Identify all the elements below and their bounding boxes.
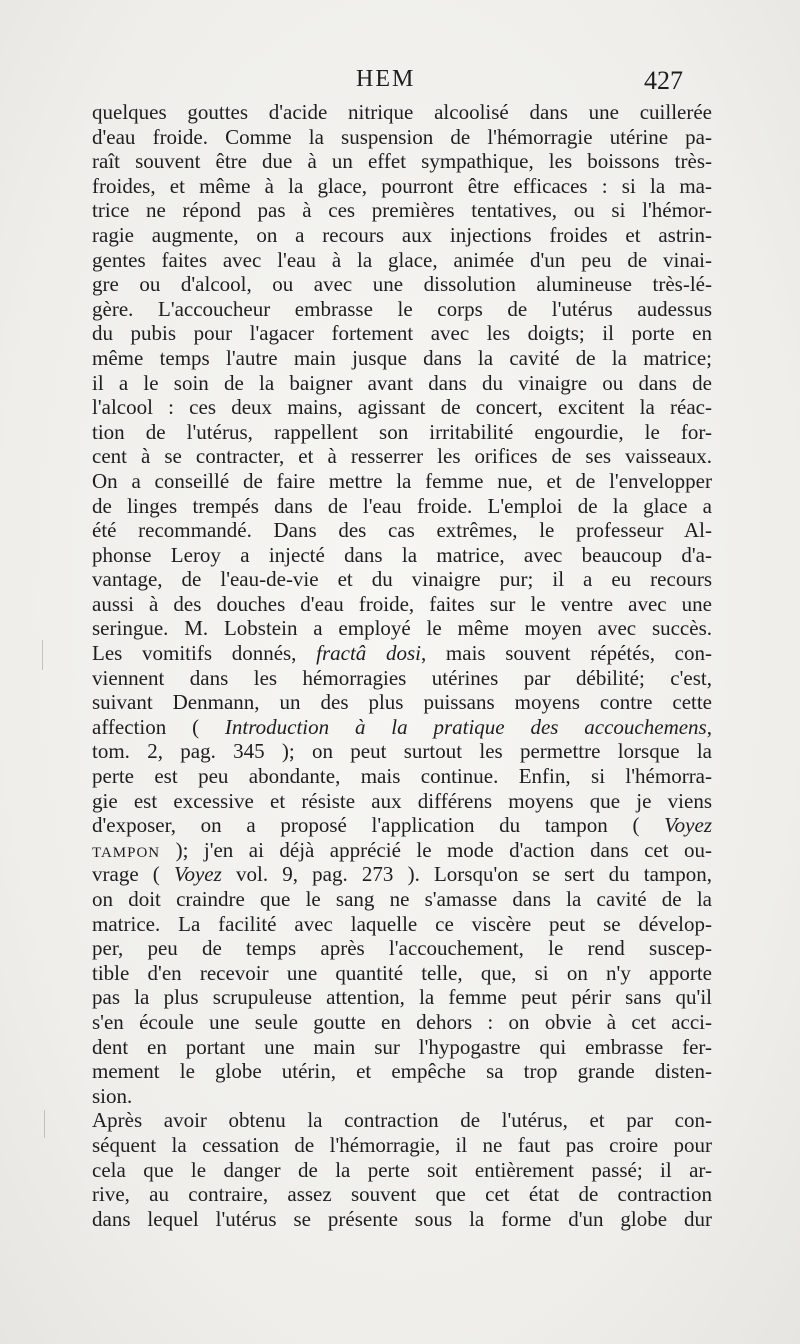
page-edge-shadow	[44, 1110, 45, 1138]
text-line: ragie augmente, on a recours aux injections froides et astrin-	[92, 222, 712, 247]
running-head: HEM	[356, 66, 416, 92]
text-line: TAMPON ); j'en ai déjà apprécié le mode d'action dans cet ou-	[92, 837, 712, 862]
page-header	[0, 66, 800, 100]
text-line: matrice. La facilité avec laquelle ce viscère peut se dévelop-	[92, 911, 712, 936]
text-line: gentes faites avec l'eau à la glace, animée d'un peu de vinai-	[92, 247, 712, 272]
text-line: cela que le danger de la perte soit entièrement passé; il ar-	[92, 1157, 712, 1182]
text-line: Les vomitifs donnés, fractâ dosi, mais souvent répétés, con-	[92, 641, 712, 666]
text-line: gie est excessive et résiste aux différens moyens que je viens	[92, 788, 712, 813]
text-line: gre ou d'alcool, ou avec une dissolution alumineuse très-lé-	[92, 272, 712, 297]
text-line: d'exposer, on a proposé l'application du tampon ( Voyez	[92, 813, 712, 838]
text-line: de linges trempés dans de l'eau froide. L'emploi de la glace a	[92, 493, 712, 518]
text-line: affection ( Introduction à la pratique des accouchemens,	[92, 714, 712, 739]
text-line: rive, au contraire, assez souvent que cet état de contraction	[92, 1182, 712, 1207]
text-line: per, peu de temps après l'accouchement, le rend suscep-	[92, 936, 712, 961]
text-line: été recommandé. Dans des cas extrêmes, le professeur Al-	[92, 518, 712, 543]
text-line: On a conseillé de faire mettre la femme nue, et de l'envelopper	[92, 468, 712, 493]
text-line: pas la plus scrupuleuse attention, la femme peut périr sans qu'il	[92, 985, 712, 1010]
page-edge-shadow	[42, 640, 43, 670]
text-line: Après avoir obtenu la contraction de l'utérus, et par con-	[92, 1108, 712, 1133]
text-line: raît souvent être due à un effet sympathique, les boissons très-	[92, 149, 712, 174]
text-line: phonse Leroy a injecté dans la matrice, avec beaucoup d'a-	[92, 542, 712, 567]
text-line: s'en écoule une seule goutte en dehors : on obvie à cet acci-	[92, 1009, 712, 1034]
text-line: dent en portant une main sur l'hypogastre qui embrasse fer-	[92, 1034, 712, 1059]
text-line: dans lequel l'utérus se présente sous la forme d'un globe dur	[92, 1206, 712, 1231]
text-line: trice ne répond pas à ces premières tentatives, ou si l'hémor-	[92, 198, 712, 223]
text-line: d'eau froide. Comme la suspension de l'hémorragie utérine pa-	[92, 124, 712, 149]
page-number: 427	[644, 66, 683, 95]
text-line: aussi à des douches d'eau froide, faites sur le ventre avec une	[92, 591, 712, 616]
text-line: mement le globe utérin, et empêche sa trop grande disten-	[92, 1059, 712, 1084]
text-line: on doit craindre que le sang ne s'amasse dans la cavité de la	[92, 887, 712, 911]
text-line: suivant Denmann, un des plus puissans moyens contre cette	[92, 690, 712, 715]
text-line: cent à se contracter, et à resserrer les orifices de ses vaisseaux.	[92, 444, 712, 469]
text-line: sion.	[92, 1083, 133, 1108]
text-line: du pubis pour l'agacer fortement avec les doigts; il porte en	[92, 321, 712, 346]
text-line: tom. 2, pag. 345 ); on peut surtout les permettre lorsque la	[92, 739, 712, 764]
text-line: tible d'en recevoir une quantité telle, que, si on n'y apporte	[92, 960, 712, 985]
text-line: l'alcool : ces deux mains, agissant de concert, excitent la réac-	[92, 395, 712, 420]
text-line: vrage ( Voyez vol. 9, pag. 273 ). Lorsqu'on se sert du tampon,	[92, 862, 712, 887]
text-line: quelques gouttes d'acide nitrique alcoolisé dans une cuillerée	[92, 100, 712, 124]
text-line: tion de l'utérus, rappellent son irritabilité engourdie, le for-	[92, 419, 712, 444]
text-line: viennent dans les hémorragies utérines par débilité; c'est,	[92, 665, 712, 690]
text-line: séquent la cessation de l'hémorragie, il ne faut pas croire pour	[92, 1132, 712, 1157]
text-line: seringue. M. Lobstein a employé le même moyen avec succès.	[92, 616, 712, 641]
text-line: vantage, de l'eau-de-vie et du vinaigre pur; il a eu recours	[92, 567, 712, 592]
text-line: gère. L'accoucheur embrasse le corps de l'utérus audessus	[92, 296, 712, 321]
text-line: il a le soin de la baigner avant dans du vinaigre ou dans de	[92, 370, 712, 395]
text-line: froides, et même à la glace, pourront être efficaces : si la ma-	[92, 173, 712, 198]
body-text	[92, 100, 712, 1231]
text-line: même temps l'autre main jusque dans la cavité de la matrice;	[92, 345, 712, 370]
text-line: perte est peu abondante, mais continue. Enfin, si l'hémorra-	[92, 764, 712, 789]
